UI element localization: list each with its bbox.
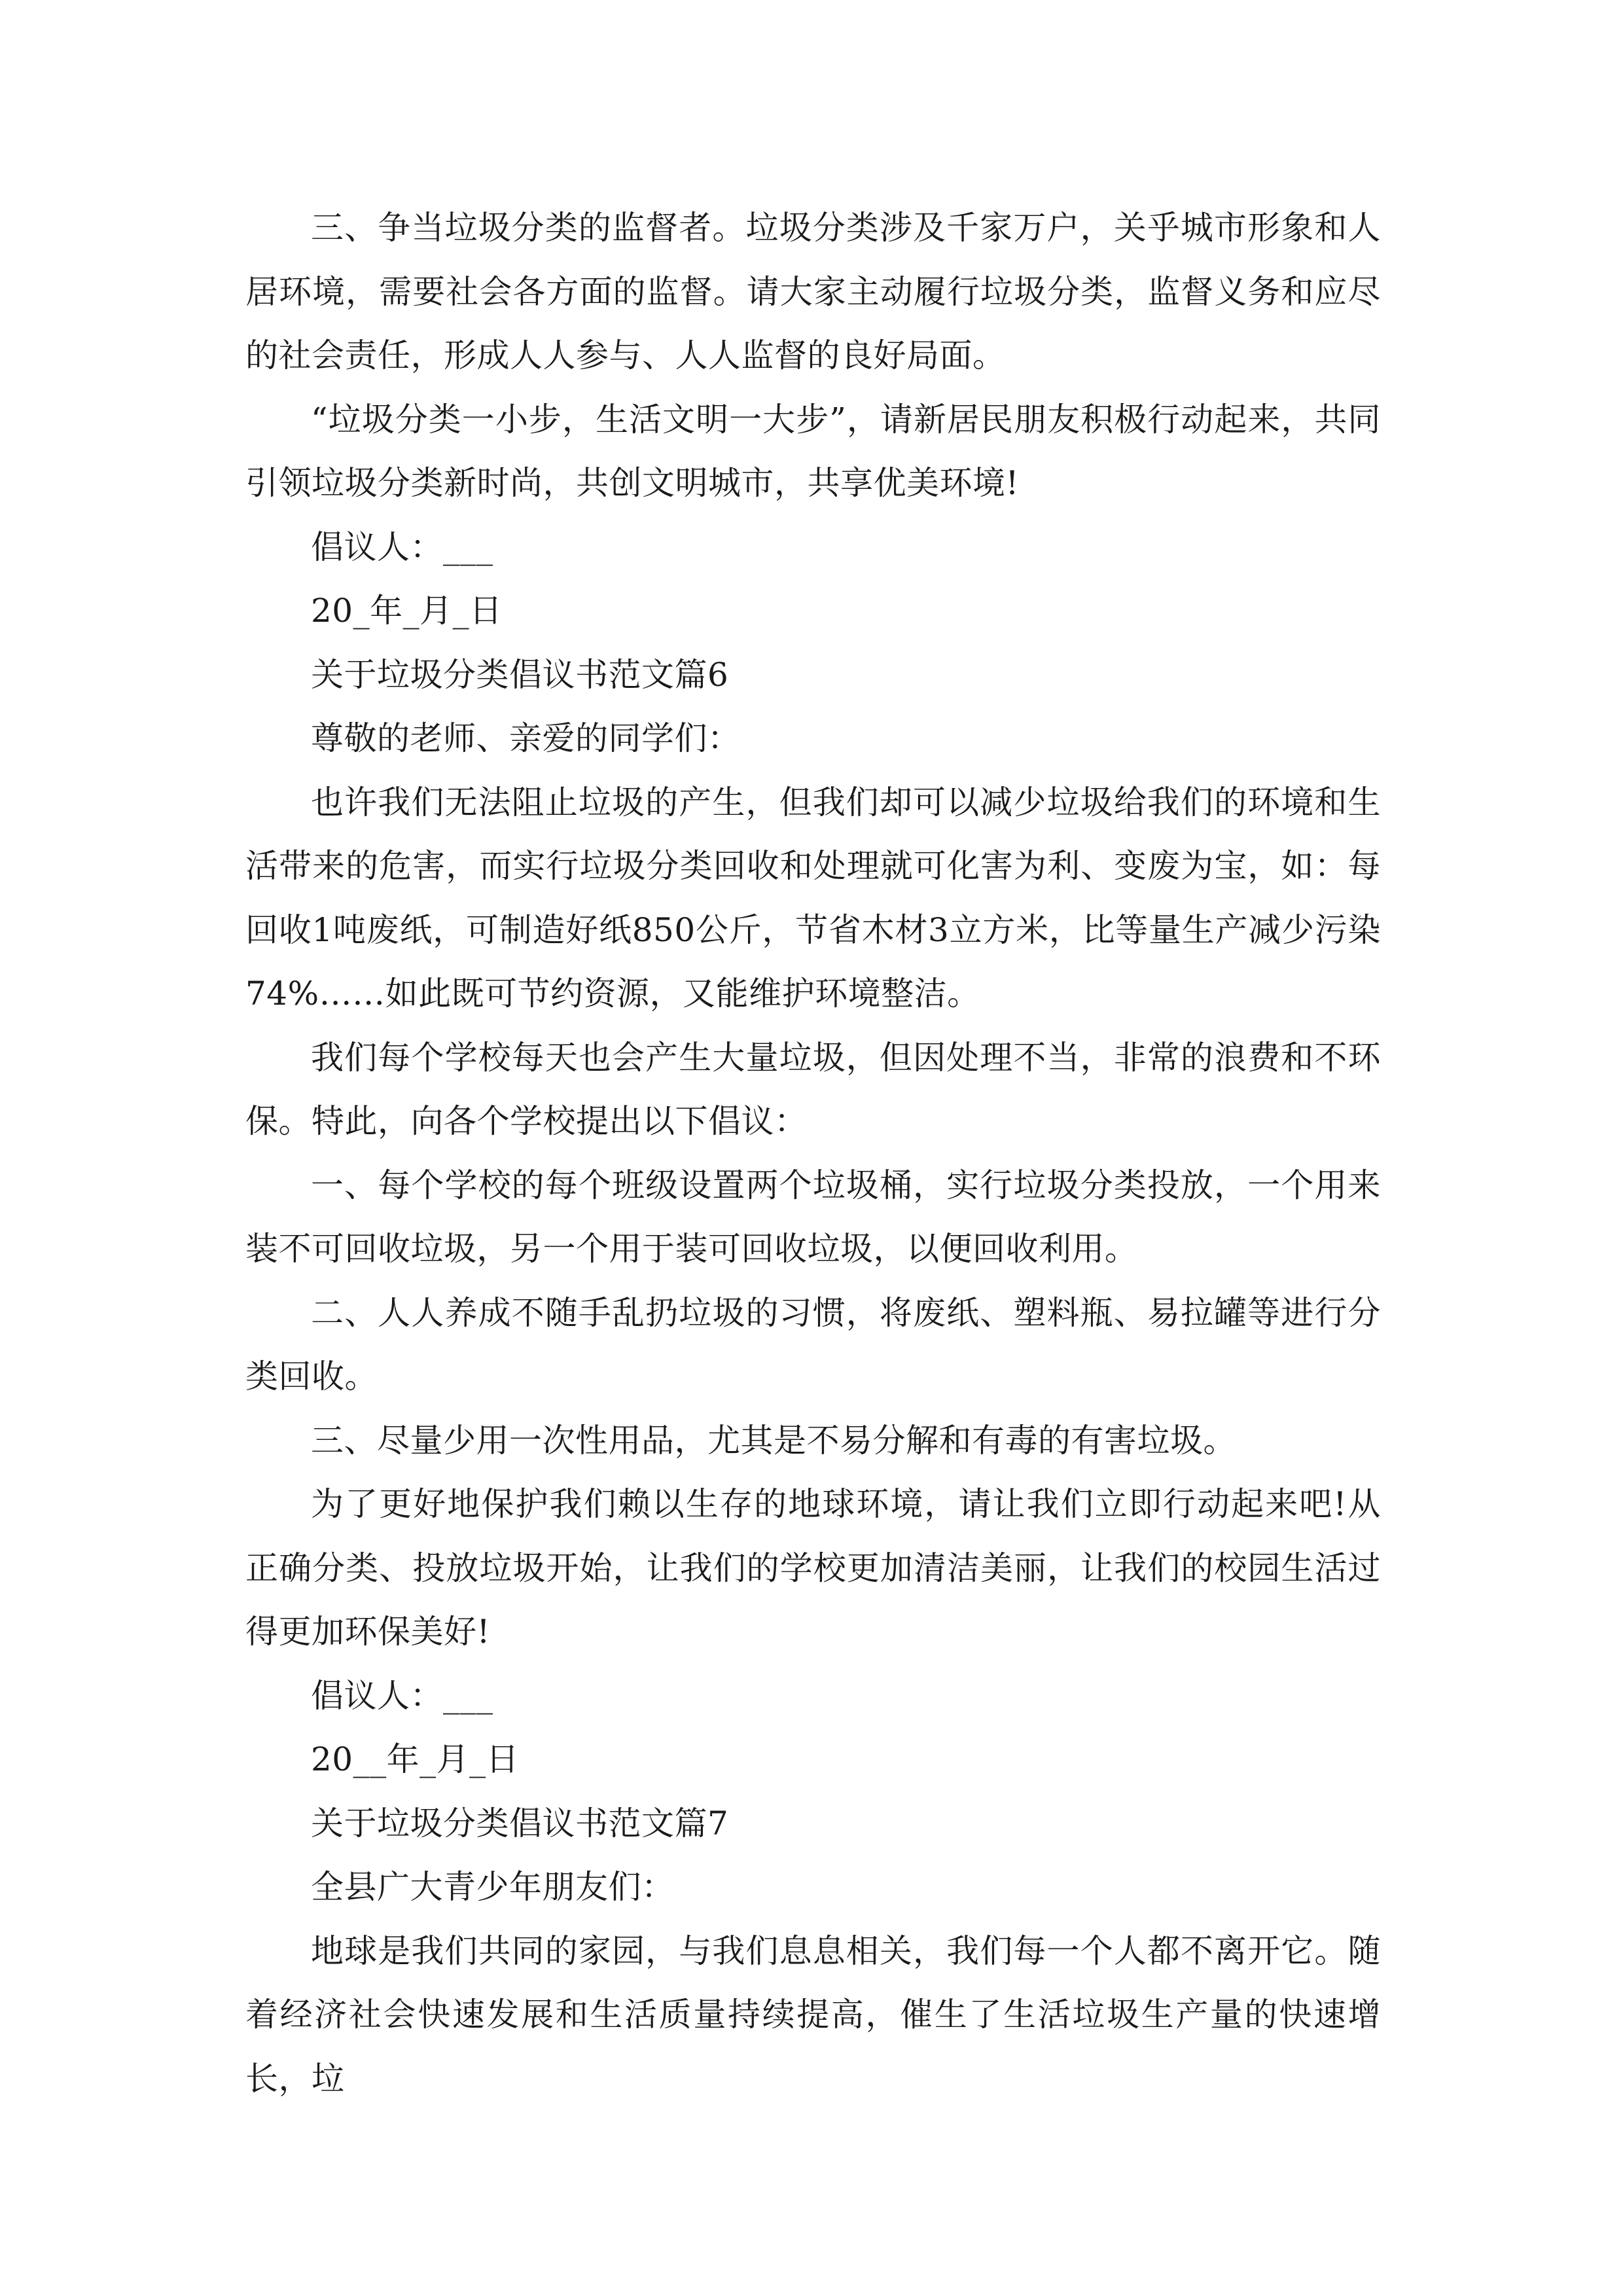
salutation-7: 全县广大青少年朋友们： bbox=[311, 1868, 675, 1906]
paragraph-schools: 我们每个学校每天也会产生大量垃圾，但因处理不当，非常的浪费和不环保。特此，向各个学校提出以下倡议： bbox=[245, 1038, 1381, 1140]
document-body bbox=[245, 196, 1381, 2111]
paragraph-proposal-1: 一、每个学校的每个班级设置两个垃圾桶，实行垃圾分类投放，一个用来装不可回收垃圾，另一个用于装可回收垃圾，以便回收利用。 bbox=[245, 1166, 1381, 1268]
salutation-6: 尊敬的老师、亲爱的同学们： bbox=[311, 719, 741, 757]
date-line: 20_年_月_日 bbox=[311, 592, 503, 630]
signature-line: 倡议人：___ bbox=[311, 1676, 493, 1715]
paragraph-intro-7: 地球是我们共同的家园，与我们息息相关，我们每一个人都不离开它。随着经济社会快速发展和生活质量持续提高，催生了生活垃圾生产量的快速增长，垃 bbox=[245, 1931, 1381, 2098]
paragraph-supervisor: 三、争当垃圾分类的监督者。垃圾分类涉及千家万户，关乎城市形象和人居环境，需要社会各方面的监督。请大家主动履行垃圾分类，监督义务和应尽的社会责任，形成人人参与、人人监督的良好局面。 bbox=[245, 209, 1381, 374]
signature-line: 倡议人：___ bbox=[311, 528, 493, 566]
paragraph-proposal-3: 三、尽量少用一次性用品，尤其是不易分解和有毒的有害垃圾。 bbox=[311, 1421, 1236, 1460]
section-title-7: 关于垃圾分类倡议书范文篇7 bbox=[311, 1804, 729, 1842]
date-line: 20__年_月_日 bbox=[311, 1740, 520, 1778]
paragraph-closing-6: 为了更好地保护我们赖以生存的地球环境，请让我们立即行动起来吧!从正确分类、投放垃圾开始，让我们的学校更加清洁美丽，让我们的校园生活过得更加环保美好! bbox=[245, 1485, 1381, 1651]
paragraph-slogan: “垃圾分类一小步，生活文明一大步”，请新居民朋友积极行动起来，共同引领垃圾分类新时尚，共创文明城市，共享优美环境! bbox=[245, 400, 1381, 502]
paragraph-proposal-2: 二、人人养成不随手乱扔垃圾的习惯，将废纸、塑料瓶、易拉罐等进行分类回收。 bbox=[245, 1293, 1381, 1395]
paragraph-intro-6: 也许我们无法阻止垃圾的产生，但我们却可以减少垃圾给我们的环境和生活带来的危害，而实行垃圾分类回收和处理就可化害为利、变废为宝，如：每回收1吨废纸，可制造好纸850公斤，节省木材3立方米，比等量生产减少污染74%……如此既可节约资源，又能维护环境整洁。 bbox=[245, 783, 1381, 1013]
section-title-6: 关于垃圾分类倡议书范文篇6 bbox=[311, 655, 729, 694]
